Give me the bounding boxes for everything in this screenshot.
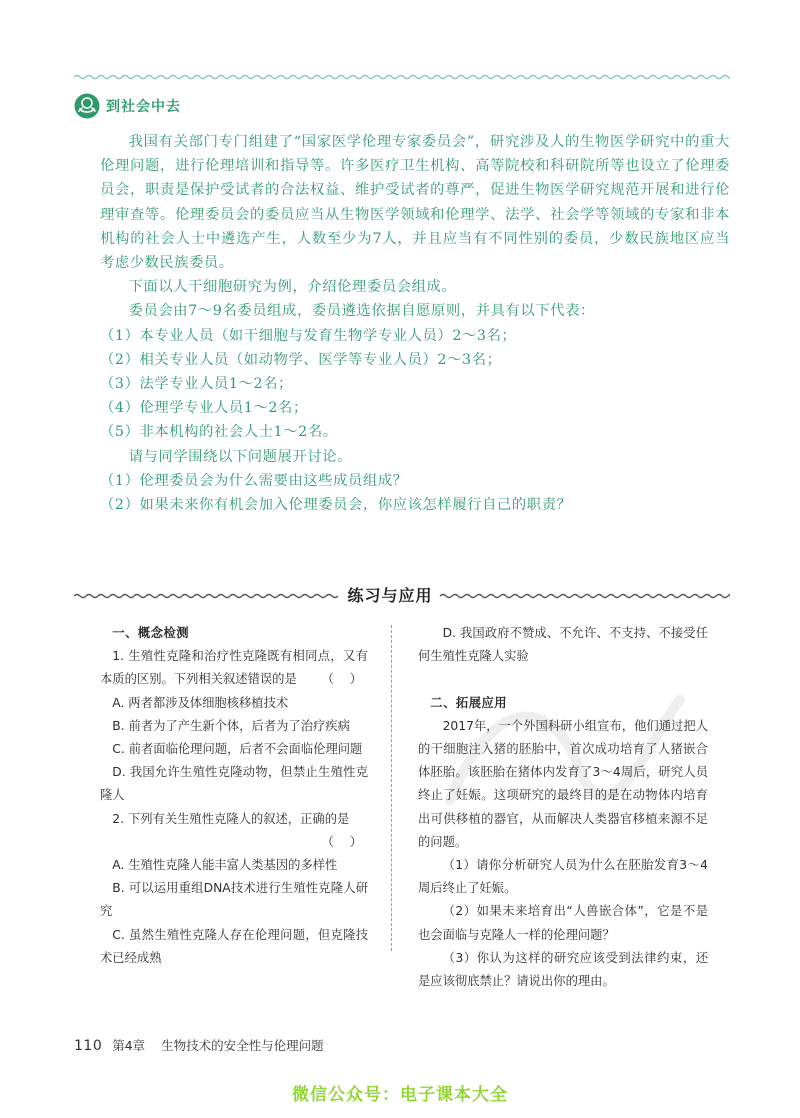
answer-blank: （ ） <box>321 672 368 687</box>
exercise-right-column <box>418 622 708 993</box>
question-2-stem: 2. 下列有关生殖性克隆人的叙述，正确的是 <box>112 811 350 826</box>
section-header-social <box>74 92 181 120</box>
top-wavy-divider <box>74 70 730 84</box>
option-item: D. 我国允许生殖性克隆动物，但禁止生殖性克隆人 <box>100 765 368 803</box>
extension-heading: 二、拓展应用 <box>430 695 508 710</box>
option-item: A. 生殖性克隆人能丰富人类基因的多样性 <box>112 858 338 873</box>
social-activity-text <box>100 130 730 517</box>
extension-passage: 2017年，一个外国科研小组宣布，他们通过把人的干细胞注入猪的胚胎中，首次成功培育了人猪嵌合体胚胎。该胚胎在猪体内发育了3～4周后，研究人员终止了妊娠。这项研究的最终目的是在动物体内培育出可供移植的器官，从而解决人类器官移植来源不足的问题。 <box>418 718 708 849</box>
exercise-left-column <box>100 622 368 970</box>
question-1 <box>100 645 368 691</box>
page-footer <box>74 1036 324 1054</box>
concept-check-heading: 一、概念检测 <box>112 626 190 640</box>
extension-question: （1）请你分析研究人员为什么在胚胎发育3～4周后终止了妊娠。 <box>418 858 708 896</box>
member-item: （1）本专业人员（如干细胞与发育生物学专业人员）2～3名； <box>100 327 517 344</box>
section-title: 到社会中去 <box>106 99 181 115</box>
hands-globe-icon <box>74 93 100 119</box>
chapter-title: 生物技术的安全性与伦理问题 <box>161 1038 324 1053</box>
member-item: （3）法学专业人员1～2名； <box>100 376 293 393</box>
ethics-committee-paragraph: 我国有关部门专门组建了“国家医学伦理专家委员会”，研究涉及人的生物医学研究中的重大伦理问题，进行伦理培训和指导等。许多医疗卫生机构、高等院校和科研院所等也设立了伦理委员会，职责是保护受试者的合法权益、维护受试者的尊严，促进生物医学研究规范开展和进行伦理审查等。伦理委员会的委员应当从生物医学领域和伦理学、法学、社会学等领域的专家和非本机构的社会人士中遴选产生，人数至少为7人，并且应当有不同性别的委员，少数民族地区应当考虑少数民族委员。 <box>100 134 730 272</box>
option-item: C. 虽然生殖性克隆人存在伦理问题，但克隆技术已经成熟 <box>100 927 368 965</box>
question-1-stem: 1. 生殖性克隆和治疗性克隆既有相同点，又有本质的区别。下列相关叙述错误的是 <box>100 649 368 687</box>
question-2-blank-line <box>100 831 368 854</box>
member-item: （2）相关专业人员（如动物学、医学等专业人员）2～3名； <box>100 351 502 368</box>
extension-question: （2）如果未来培育出“人兽嵌合体”，它是不是也会面临与克隆人一样的伦理问题？ <box>418 904 708 942</box>
answer-blank: （ ） <box>321 834 368 849</box>
discussion-question: （1）伦理委员会为什么需要由这些成员组成？ <box>100 472 408 489</box>
option-item: C. 前者面临伦理问题，后者不会面临伦理问题 <box>112 742 363 757</box>
member-item: （5）非本机构的社会人士1～2名。 <box>100 424 338 441</box>
option-item: D. 我国政府不赞成、不允许、不支持、不接受任何生殖性克隆人实验 <box>418 626 708 664</box>
exercise-title: 练习与应用 <box>347 586 433 605</box>
discussion-question: （2）如果未来你有机会加入伦理委员会，你应该怎样履行自己的职责？ <box>100 497 572 514</box>
intro-line: 下面以人干细胞研究为例，介绍伦理委员会组成。 <box>128 279 457 296</box>
option-item: A. 两者都涉及体细胞核移植技术 <box>112 695 289 710</box>
spacer <box>418 668 708 691</box>
page-number: 110 <box>74 1038 103 1054</box>
column-divider <box>391 625 392 951</box>
discussion-intro: 请与同学围绕以下问题展开讨论。 <box>128 448 353 465</box>
chapter-label: 第4章 <box>112 1038 146 1053</box>
option-item: B. 前者为了产生新个体，后者为了治疗疾病 <box>112 718 350 733</box>
wechat-banner: 微信公众号：电子课本大全 <box>292 1085 508 1105</box>
composition-line: 委员会由7～9名委员组成，委员遴选依据自愿原则，并具有以下代表： <box>128 303 595 320</box>
option-item: B. 可以运用重组DNA技术进行生殖性克隆人研究 <box>100 881 368 919</box>
extension-question: （3）你认为这样的研究应该受到法律约束，还是应该彻底禁止？请说出你的理由。 <box>418 950 708 989</box>
member-item: （4）伦理学专业人员1～2名； <box>100 400 308 417</box>
